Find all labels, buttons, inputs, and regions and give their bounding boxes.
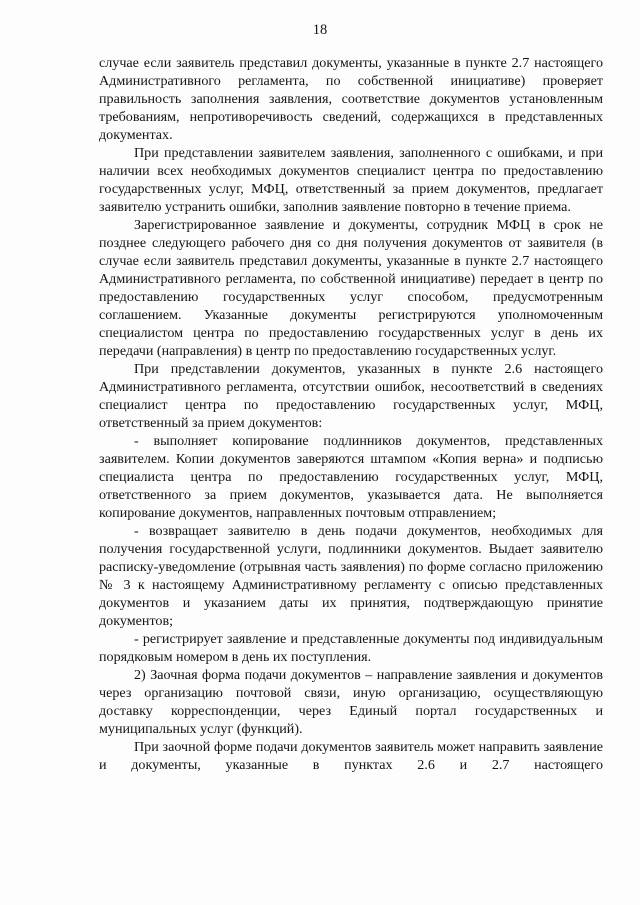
paragraph-errors: При представлении заявителем заявления, заполненного с ошибками, и при наличии всех необходимых документов специалист центра по предоставлению государственных услуг, МФЦ, ответственный за прием документов, предлагает заявителю устранить ошибки, заполнив заявление повторно в течение приема. bbox=[99, 145, 603, 215]
list-item-registers: - регистрирует заявление и представленные документы под индивидуальным порядковым номером в день их поступления. bbox=[99, 631, 603, 665]
paragraph-continuation: случае если заявитель представил документы, указанные в пункте 2.7 настоящего Административного регламента, по собственной инициативе) проверяет правильность заполнения заявления, соответствие документов установленным требованиям, непротиворечивость сведений, содержащихся в представленных документах. bbox=[99, 55, 603, 143]
list-item-copying: - выполняет копирование подлинников документов, представленных заявителем. Копии документов заверяются штампом «Копия верна» и подписью специалиста центра по предоставлению государственных услуг, МФЦ, ответственного за прием документов, указывается дата. Не выполняется копирование документов, направленных почтовым отправлением; bbox=[99, 433, 603, 521]
paragraph-remote-form: При заочной форме подачи документов заявитель может направить заявление и документы, указанные в пунктах 2.6 и 2.7 настоящего bbox=[99, 739, 603, 773]
list-item-returns: - возвращает заявителю в день подачи документов, необходимых для получения государственной услуги, подлинники документов. Выдает заявителю расписку-уведомление (отрывная часть заявления) по форме согласно приложению № 3 к настоящему Административному регламенту с описью представленных документов и указанием даты их принятия, подтверждающую принятие документов; bbox=[99, 523, 603, 629]
document-body bbox=[99, 54, 603, 774]
paragraph-document-submission: При представлении документов, указанных в пункте 2.6 настоящего Административного регламента, отсутствии ошибок, несоответствий в сведениях специалист центра по предоставлению государственных услуг, МФЦ, ответственный за прием документов: bbox=[99, 361, 603, 431]
paragraph-registered-application: Зарегистрированное заявление и документы, сотрудник МФЦ в срок не позднее следующего рабочего дня со дня получения документов от заявителя (в случае если заявитель представил документы, указанные в пункте 2.7 настоящего Административного регламента, по собственной инициативе) передает в центр по предоставлению государственных услуг способом, предусмотренным соглашением. Указанные документы регистрируются уполномоченным специалистом центра по предоставлению государственных услуг в день их передачи (направления) в центр по предоставлению государственных услуг. bbox=[99, 217, 603, 359]
paragraph-remote-submission: 2) Заочная форма подачи документов – направление заявления и документов через организацию почтовой связи, иную организацию, осуществляющую доставку корреспонденции, через Единый портал государственных и муниципальных услуг (функций). bbox=[99, 667, 603, 737]
page-number: 18 bbox=[312, 22, 328, 38]
